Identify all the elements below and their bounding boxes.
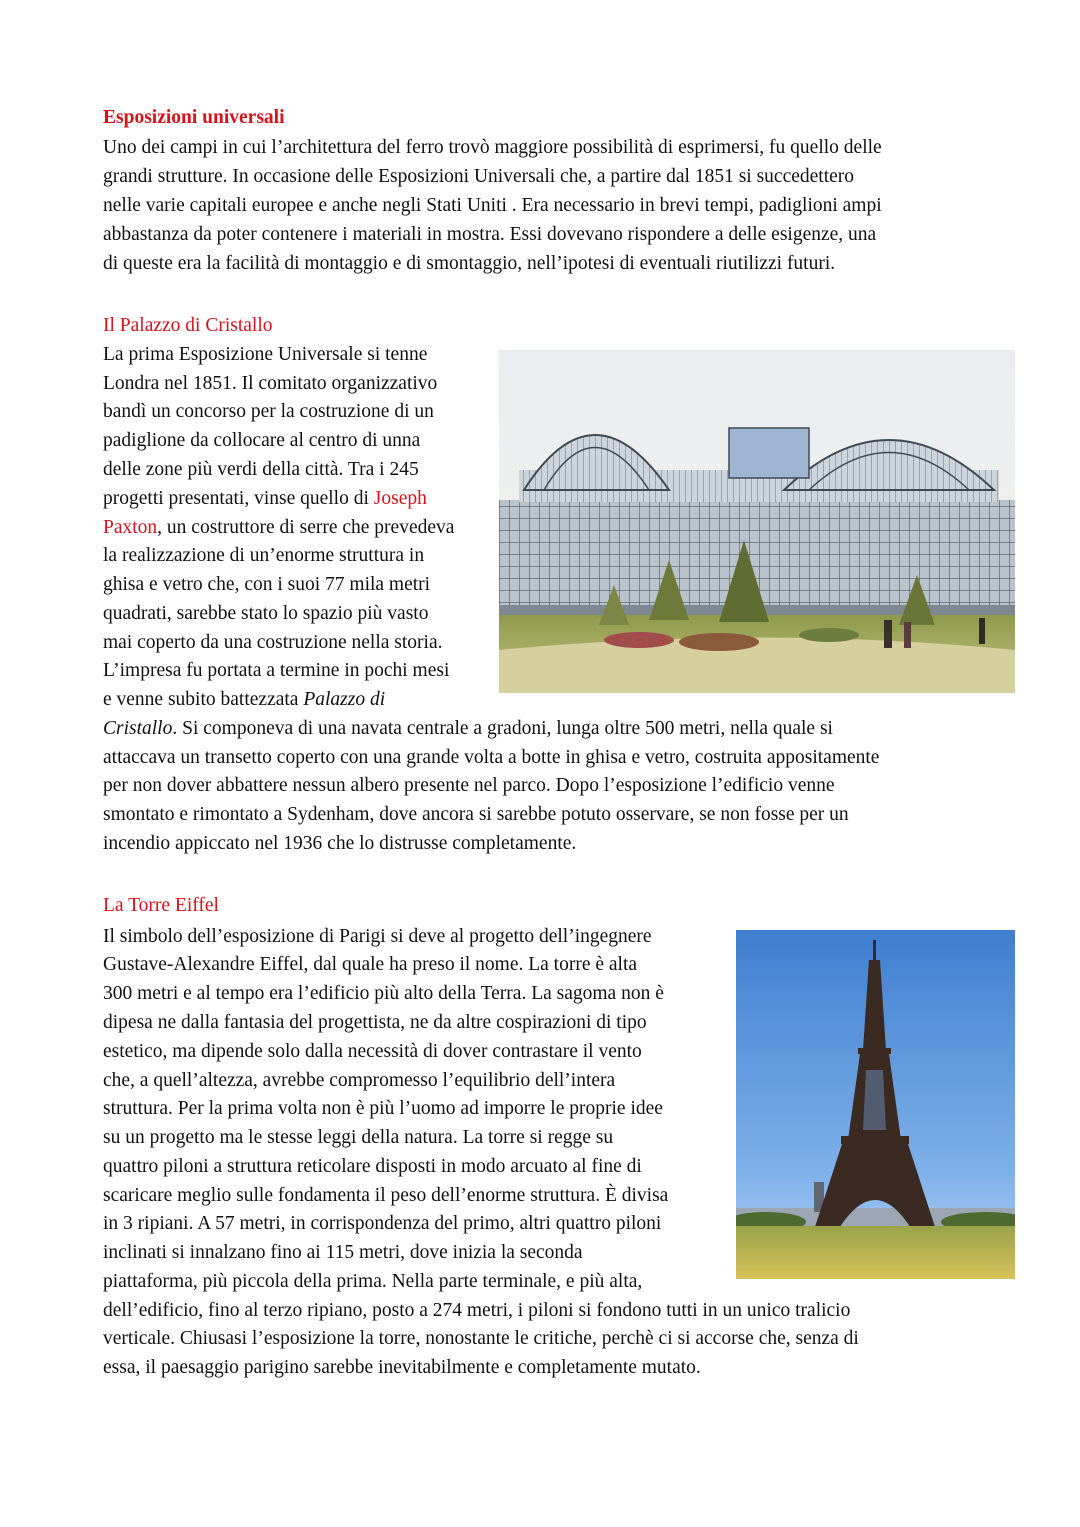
paragraph-line: mai coperto da una costruzione nella storia. — [103, 632, 443, 653]
eiffel-tower-image — [736, 930, 1015, 1279]
paragraph-line: dell’edificio, fino al terzo ripiano, posto a 274 metri, i piloni si fondono tutti in un unico tralicio — [103, 1300, 851, 1321]
paragraph-line: abbastanza da poter contenere i materiali in mostra. Essi dovevano rispondere a delle esigenze, una — [103, 224, 877, 245]
paragraph-line: quattro piloni a struttura reticolare disposti in modo arcuato al fine di — [103, 1156, 642, 1177]
paragraph-line — [103, 714, 833, 743]
section-title-esposizioni: Esposizioni universali — [103, 107, 285, 128]
text-run: e venne subito battezzata — [103, 689, 304, 710]
paragraph-line: padiglione da collocare al centro di unna — [103, 430, 421, 451]
paragraph-line: piattaforma, più piccola della prima. Nella parte terminale, e più alta, — [103, 1271, 643, 1292]
section-title-palazzo: Il Palazzo di Cristallo — [103, 315, 273, 336]
paragraph-line: bandì un concorso per la costruzione di un — [103, 401, 434, 422]
paragraph-line: struttura. Per la prima volta non è più l’uomo ad imporre le proprie idee — [103, 1098, 663, 1119]
paragraph-line — [103, 484, 427, 513]
paragraph-line: Il simbolo dell’esposizione di Parigi si deve al progetto dell’ingegnere — [103, 926, 652, 947]
paragraph-line: quadrati, sarebbe stato lo spazio più vasto — [103, 603, 429, 624]
paragraph-line — [103, 685, 385, 714]
paxton-name-highlight: Joseph — [373, 488, 427, 509]
paragraph-line: dipesa ne dalla fantasia del progettista, ne da altre cospirazioni di tipo — [103, 1012, 647, 1033]
paragraph-line: in 3 ripiani. A 57 metri, in corrispondenza del primo, altri quattro piloni — [103, 1213, 662, 1234]
paragraph-line: estetico, ma dipende solo dalla necessità di dover contrastare il vento — [103, 1041, 642, 1062]
paragraph-line: la realizzazione di un’enorme struttura in — [103, 545, 425, 566]
paragraph-line: La prima Esposizione Universale si tenne — [103, 344, 428, 365]
paragraph-line: per non dover abbattere nessun albero presente nel parco. Dopo l’esposizione l’edificio venne — [103, 775, 835, 796]
paragraph-line: attaccava un transetto coperto con una grande volta a botte in ghisa e vetro, costruita appositamente — [103, 747, 880, 768]
text-run: . Si componeva di una navata centrale a gradoni, lunga oltre 500 metri, nella quale si — [172, 718, 833, 739]
italic-title: Cristallo — [103, 718, 173, 739]
paragraph-line: verticale. Chiusasi l’esposizione la torre, nonostante le critiche, perchè ci si accorse che, senza di — [103, 1328, 859, 1349]
paragraph-line: su un progetto ma le stesse leggi della natura. La torre si regge su — [103, 1127, 614, 1148]
paragraph-line: nelle varie capitali europee e anche negli Stati Uniti . Era necessario in brevi tempi, padiglioni ampi — [103, 195, 882, 216]
paragraph-line: scaricare meglio sulle fondamenta il peso dell’enorme struttura. È divisa — [103, 1185, 669, 1206]
paragraph-line: che, a quell’altezza, avrebbe compromesso l’equilibrio dell’intera — [103, 1070, 616, 1091]
paragraph-line: smontato e rimontato a Sydenham, dove ancora si sarebbe potuto osservare, se non fosse per un — [103, 804, 849, 825]
paragraph-line: grandi strutture. In occasione delle Esposizioni Universali che, a partire dal 1851 si succedettero — [103, 166, 855, 187]
text-run: , un costruttore di serre che prevedeva — [157, 517, 455, 538]
crystal-palace-image — [499, 350, 1015, 693]
paragraph-line: L’impresa fu portata a termine in pochi mesi — [103, 660, 450, 681]
paragraph-line: incendio appiccato nel 1936 che lo distrusse completamente. — [103, 833, 577, 854]
paxton-name-highlight: Paxton — [103, 517, 158, 538]
paragraph-line — [103, 513, 454, 542]
italic-title: Palazzo di — [303, 689, 386, 710]
paragraph-line: ghisa e vetro che, con i suoi 77 mila metri — [103, 574, 431, 595]
paragraph-line: inclinati si innalzano fino ai 115 metri, dove inizia la seconda — [103, 1242, 583, 1263]
paragraph-line: essa, il paesaggio parigino sarebbe inevitabilmente e completamente mutato. — [103, 1357, 701, 1378]
paragraph-line: di queste era la facilità di montaggio e di smontaggio, nell’ipotesi di eventuali riutilizzi futuri. — [103, 253, 836, 274]
paragraph-line: Londra nel 1851. Il comitato organizzativo — [103, 373, 438, 394]
paragraph-line: Uno dei campi in cui l’architettura del ferro trovò maggiore possibilità di esprimersi, fu quello delle — [103, 137, 882, 158]
text-run: progetti presentati, vinse quello di — [103, 488, 374, 509]
section-title-torre: La Torre Eiffel — [103, 895, 219, 916]
paragraph-line: 300 metri e al tempo era l’edificio più alto della Terra. La sagoma non è — [103, 983, 664, 1004]
paragraph-line: delle zone più verdi della città. Tra i 245 — [103, 459, 419, 480]
paragraph-line: Gustave-Alexandre Eiffel, dal quale ha preso il nome. La torre è alta — [103, 954, 638, 975]
